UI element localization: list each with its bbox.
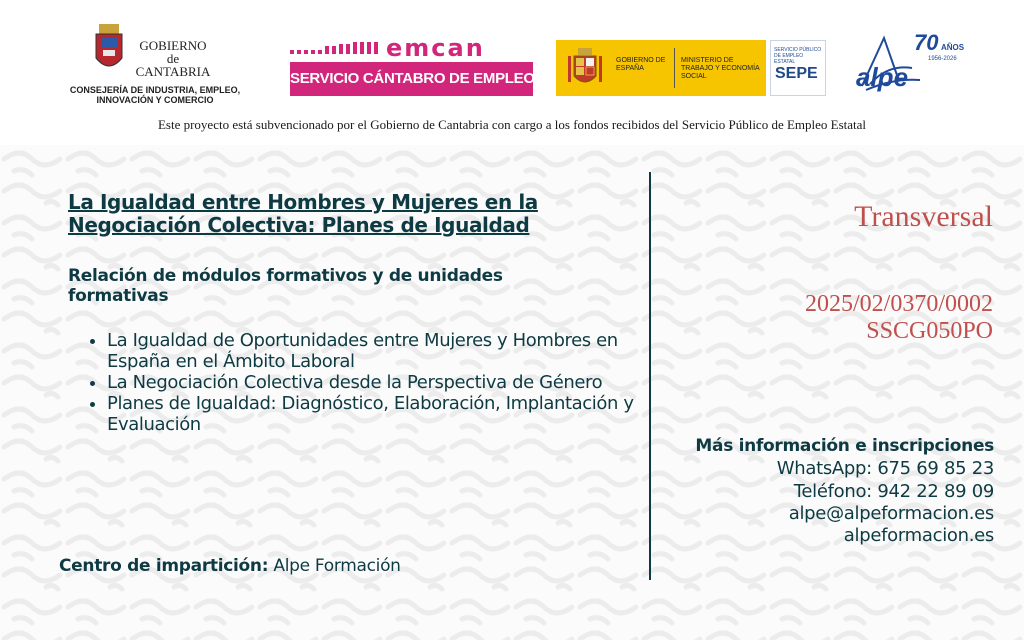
alpe-years: 1956-2026 — [928, 56, 957, 62]
website-link[interactable]: alpeformacion.es — [843, 525, 994, 546]
cantabria-consejeria-text: CONSEJERÍA DE INDUSTRIA, EMPLEO, INNOVACIÓN Y COMERCIO — [69, 85, 241, 105]
phone-contact[interactable]: Teléfono: 942 22 89 09 — [793, 481, 994, 502]
emcan-logo — [290, 34, 535, 98]
column-divider — [649, 172, 651, 580]
alpe-70-anos-logo-icon — [854, 28, 966, 108]
spain-shield-icon — [566, 46, 604, 90]
modules-heading: Relación de módulos formativos y de unidades formativas — [68, 266, 503, 306]
training-center-value: Alpe Formación — [273, 556, 401, 576]
gobierno-cantabria-logo — [64, 20, 246, 110]
sepe-small-text: SERVICIO PÚBLICO DE EMPLEO ESTATAL — [774, 47, 822, 65]
cantabria-shield-icon — [94, 24, 124, 76]
alpe-anniversary-number: 70 — [914, 30, 939, 55]
cantabria-logo-text: GOBIERNO de CANTABRIA — [135, 38, 211, 79]
alpe-wordmark: alpe — [856, 62, 909, 92]
logo-header — [0, 0, 1024, 145]
training-center — [59, 556, 401, 576]
emcan-wordmark: emcan — [386, 34, 485, 62]
course-category: Transversal — [854, 200, 993, 233]
gobierno-espana-logo — [556, 40, 766, 96]
specialty-code: SSCG050PO — [866, 318, 993, 344]
ministerio-text: MINISTERIO DE TRABAJO Y ECONOMÍA SOCIAL — [681, 57, 760, 80]
list-item: • La Igualdad de Oportunidades entre Mujeres y Hombres en España en el Ámbito Laboral — [107, 330, 637, 372]
sepe-wordmark: SEPE — [775, 65, 818, 82]
course-code: 2025/02/0370/0002 — [804, 291, 993, 317]
list-item: • La Negociación Colectiva desde la Perspectiva de Género — [107, 372, 637, 393]
logo-divider — [674, 48, 675, 88]
info-heading: Más información e inscripciones — [695, 436, 994, 456]
module-list — [87, 330, 637, 435]
training-center-label: Centro de impartición: — [59, 556, 269, 576]
emcan-banner: SERVICIO CÁNTABRO DE EMPLEO — [290, 62, 533, 96]
list-item: • Planes de Igualdad: Diagnóstico, Elaboración, Implantación y Evaluación — [107, 393, 637, 435]
gobierno-espana-text: GOBIERNO DE ESPAÑA — [616, 57, 666, 72]
course-title: La Igualdad entre Hombres y Mujeres en la Negociación Colectiva: Planes de Igualdad — [68, 190, 538, 237]
email-link[interactable]: alpe@alpeformacion.es — [788, 503, 994, 524]
sepe-logo — [770, 40, 826, 96]
whatsapp-contact[interactable]: WhatsApp: 675 69 85 23 — [776, 458, 994, 479]
emcan-dots-icon — [290, 42, 390, 56]
alpe-anniversary-word: AÑOS — [941, 43, 965, 52]
subsidy-notice: Este proyecto está subvencionado por el Gobierno de Cantabria con cargo a los fondos recibidos del Servicio Público de Empleo Estatal — [157, 117, 867, 132]
alpe-logo — [854, 28, 966, 108]
